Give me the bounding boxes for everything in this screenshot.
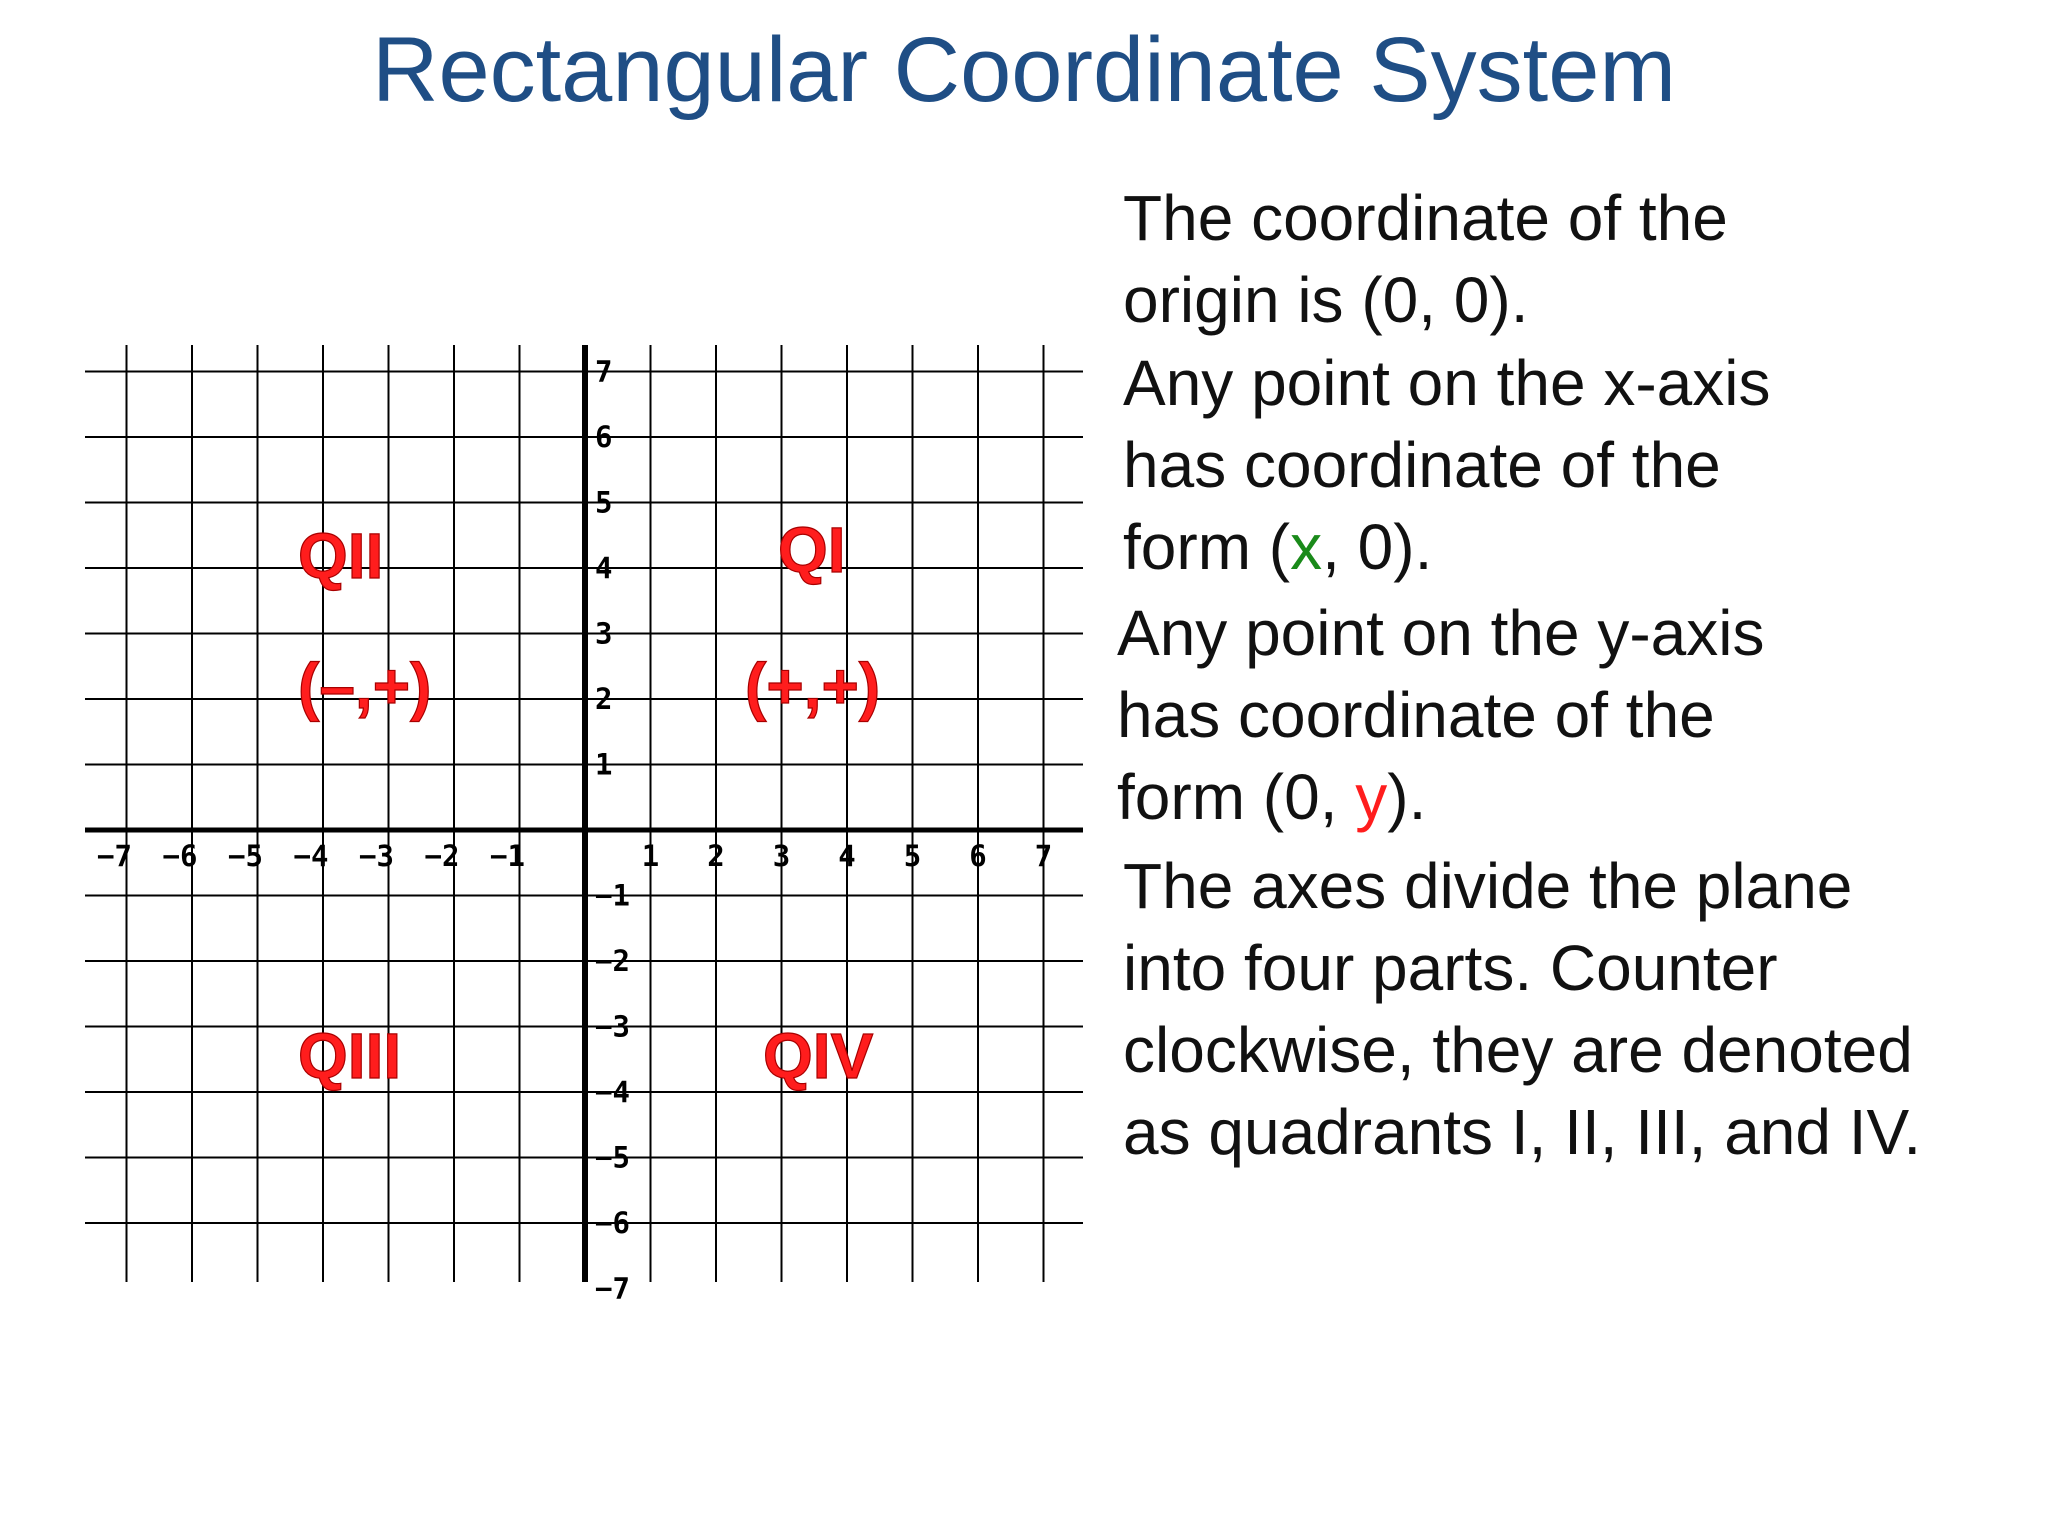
y-tick-label: 1 [595, 747, 613, 782]
y-tick-label: 2 [595, 682, 613, 716]
origin-line-2: origin is (0, 0). [1123, 264, 1529, 336]
x-axis-line-3-pre: form ( [1123, 511, 1291, 583]
x-variable: x [1290, 511, 1323, 583]
y-axis-paragraph [1117, 592, 1764, 838]
y-tick-label: 6 [595, 420, 613, 454]
x-tick-label: −3 [359, 839, 394, 873]
quadrant-1-label: QI [778, 514, 846, 586]
x-tick-label: −6 [162, 839, 198, 873]
coordinate-grid [0, 0, 1100, 1300]
y-tick-label: −4 [595, 1075, 630, 1109]
origin-line-1: The coordinate of the [1123, 182, 1728, 254]
y-axis-line-2: has coordinate of the [1117, 679, 1715, 751]
y-tick-label: 3 [595, 616, 613, 651]
quadrant-4-label: QIV [763, 1020, 874, 1092]
slide-title: Rectangular Coordinate System [372, 19, 1676, 121]
x-tick-label: 3 [772, 839, 791, 873]
x-tick-label: 6 [969, 839, 987, 873]
y-variable: y [1355, 761, 1388, 833]
y-tick-label: −5 [595, 1140, 630, 1175]
y-tick-label: −3 [595, 1009, 630, 1044]
x-tick-label: −4 [293, 839, 329, 873]
x-tick-label: 7 [1034, 839, 1053, 873]
x-axis-line-3-post: , 0). [1322, 511, 1433, 583]
y-axis-line-1: Any point on the y-axis [1117, 597, 1765, 669]
quadrant-2-label: QII [298, 520, 384, 592]
x-axis-paragraph [1123, 342, 1770, 588]
y-tick-label: −2 [595, 944, 630, 978]
quadrants-paragraph [1123, 845, 1921, 1173]
y-tick-label: 5 [595, 485, 613, 520]
y-axis-line-3-post: ). [1387, 761, 1427, 833]
x-tick-label: 1 [641, 839, 660, 873]
axes [85, 345, 1083, 1282]
quadrants-line-4: as quadrants I, II, III, and IV. [1123, 1096, 1922, 1168]
y-tick-label: 7 [595, 354, 613, 389]
x-axis-line-1: Any point on the x-axis [1123, 347, 1771, 419]
quadrants-line-3: clockwise, they are denoted [1123, 1014, 1913, 1086]
x-tick-label: −1 [490, 839, 525, 873]
y-tick-label: −1 [595, 878, 630, 913]
x-axis-line-2: has coordinate of the [1123, 429, 1721, 501]
y-tick-label: −6 [595, 1206, 630, 1240]
y-axis-line-3-pre: form (0, [1117, 761, 1356, 833]
quadrants-line-1: The axes divide the plane [1123, 850, 1853, 922]
quadrant-1-signs: (+,+) [745, 650, 881, 722]
x-tick-label: −5 [228, 839, 263, 873]
x-tick-label: 2 [707, 839, 725, 873]
y-tick-label: 4 [595, 551, 613, 585]
x-tick-label: −7 [97, 839, 132, 873]
quadrant-2-signs: (–,+) [298, 650, 432, 722]
quadrants-line-2: into four parts. Counter [1123, 932, 1778, 1004]
origin-paragraph [1123, 177, 1728, 341]
x-tick-label: 5 [903, 839, 922, 873]
x-tick-label: −2 [424, 839, 460, 873]
y-tick-label: −7 [595, 1271, 630, 1300]
quadrant-3-label: QIII [298, 1020, 402, 1092]
quadrant-labels [298, 514, 880, 1092]
x-tick-label: 4 [838, 839, 856, 873]
